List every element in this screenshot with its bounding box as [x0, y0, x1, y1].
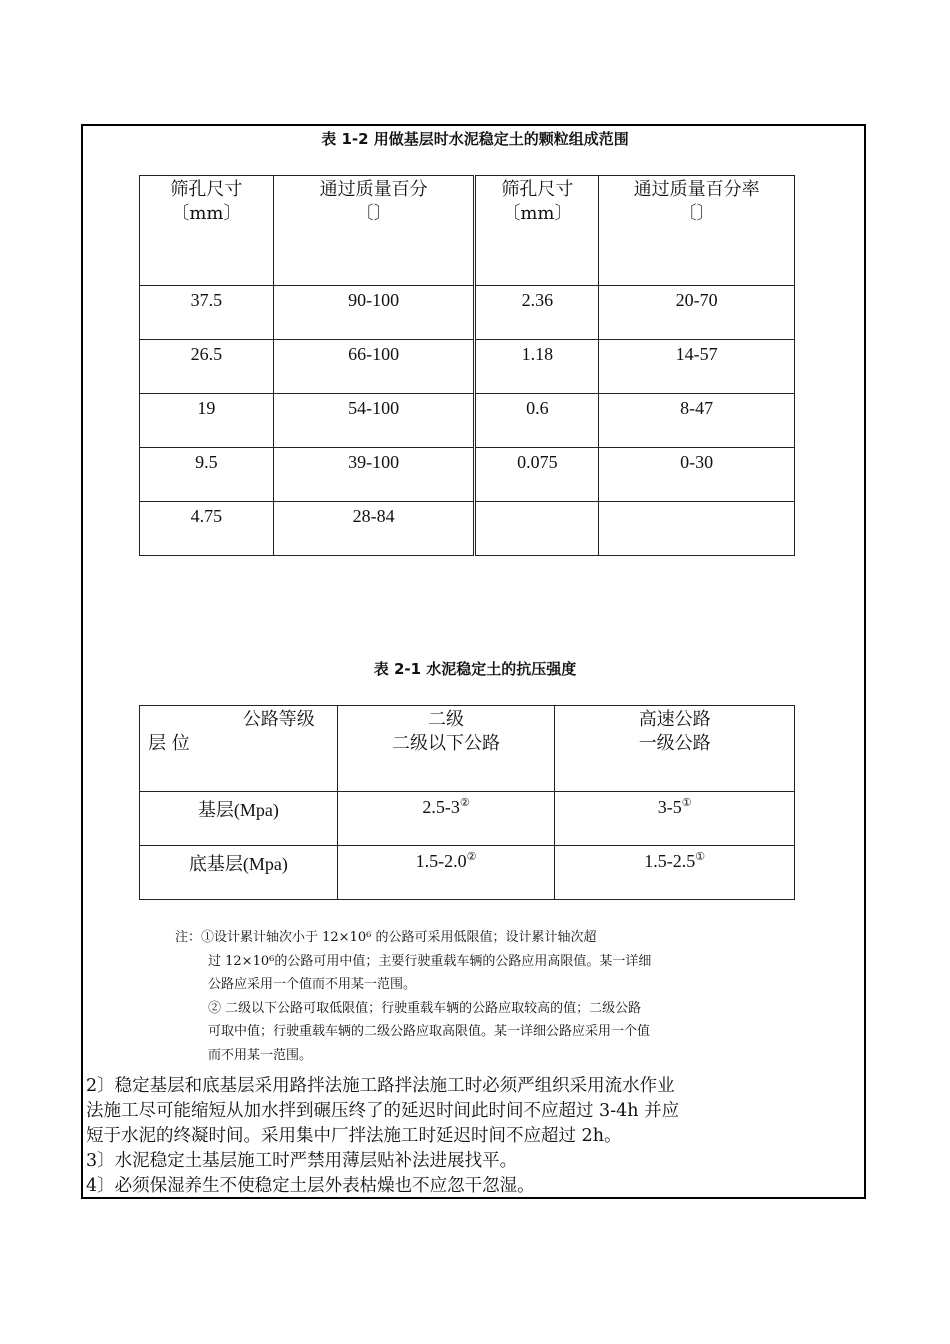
table1-title: 表 1-2 用做基层时水泥稳定土的颗粒组成范围: [321, 130, 629, 148]
note-line: 可取中值；行驶重载车辆的二级公路应取高限值。某一详细公路应采用一个值: [208, 1024, 651, 1039]
table-row: 4.75 28-84: [140, 502, 795, 556]
table-row: 9.5 39-100 0.075 0-30: [140, 448, 795, 502]
table-row: 基层(Mpa) 2.5-3② 3-5①: [140, 792, 795, 846]
note-line: ② 二级以下公路可取低限值；行驶重载车辆的公路应取较高的值；二级公路: [208, 1000, 642, 1016]
value-cell: 1.5-2.5①: [555, 846, 795, 900]
paragraph-line: 3〕水泥稳定土基层施工时严禁用薄层贴补法进展找平。: [86, 1151, 518, 1171]
header-passing-percent-1: 通过质量百分 〔〕: [273, 176, 475, 286]
note-line: 而不用某一范围。: [208, 1047, 313, 1063]
header-sieve-size-1: 筛孔尺寸 〔mm〕: [140, 176, 274, 286]
table-row: 37.5 90-100 2.36 20-70: [140, 286, 795, 340]
table-row: 19 54-100 0.6 8-47: [140, 394, 795, 448]
table-row: 26.5 66-100 1.18 14-57: [140, 340, 795, 394]
note-line: 注：①设计累计轴次小于 12×10⁶ 的公路可采用低限值；设计累计轴次超: [175, 930, 597, 945]
gradation-table: [139, 175, 795, 556]
value-cell: 3-5①: [555, 792, 795, 846]
body-paragraphs: [86, 1074, 861, 1199]
table1-header-row: [140, 176, 795, 286]
header-sieve-size-2: 筛孔尺寸 〔mm〕: [475, 176, 599, 286]
table2-title: 表 2-1 水泥稳定土的抗压强度: [373, 660, 577, 678]
header-corner-cell: 公路等级 层 位: [140, 706, 338, 792]
paragraph-line: 法施工尽可能缩短从加水拌到碾压终了的延迟时间此时间不应超过 3-4h 并应: [86, 1101, 680, 1121]
header-expressway: 高速公路 一级公路: [555, 706, 795, 792]
paragraph-line: 短于水泥的终凝时间。采用集中厂拌法施工时延迟时间不应超过 2h。: [86, 1126, 622, 1146]
paragraph-line: 2〕稳定基层和底基层采用路拌法施工路拌法施工时必须严组织采用流水作业: [86, 1076, 675, 1096]
table-row: 底基层(Mpa) 1.5-2.0② 1.5-2.5①: [140, 846, 795, 900]
value-cell: 1.5-2.0②: [337, 846, 555, 900]
note-line: 公路应采用一个值而不用某一范围。: [208, 977, 417, 992]
header-passing-percent-2: 通过质量百分率 〔〕: [599, 176, 795, 286]
paragraph-line: 4〕必须保湿养生不使稳定土层外表枯燥也不应忽干忽湿。: [86, 1176, 535, 1196]
note-line: 过 12×10⁶的公路可用中值；主要行驶重载车辆的公路应用高限值。某一详细: [208, 953, 652, 969]
compressive-strength-table: [139, 705, 795, 900]
value-cell: 2.5-3②: [337, 792, 555, 846]
header-grade-2: 二级 二级以下公路: [337, 706, 555, 792]
table2-header-row: [140, 706, 795, 792]
table-notes: [175, 926, 795, 1067]
